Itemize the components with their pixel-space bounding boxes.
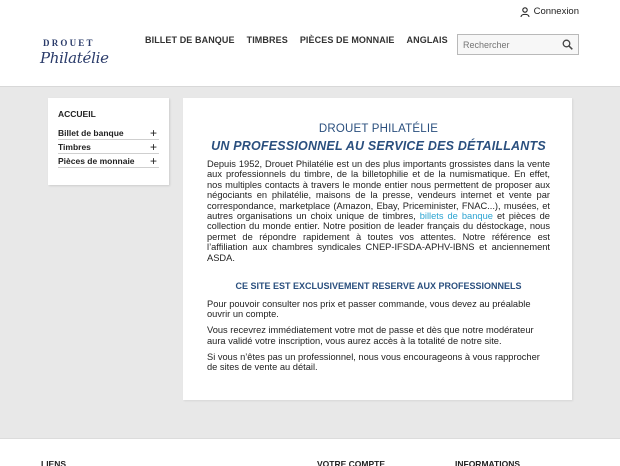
header	[0, 22, 620, 86]
search-icon[interactable]	[562, 39, 573, 50]
expand-plus-icon[interactable]: +	[149, 125, 157, 140]
billets-de-banque-link[interactable]: billets de banque	[419, 211, 493, 222]
main-nav	[145, 35, 448, 45]
sidebar-item-pieces-de-monnaie[interactable]	[58, 154, 159, 168]
category-sidebar	[48, 98, 169, 185]
intro-text-end: et pièces de collection du monde entier. Notre position de leader français du déstockage, nous permet de répondre rapidement à toutes vos attentes. Notre référence est l’affiliation aux chambres syndicales CNEP-IFSDA-APHV-IBNS et anciennement ASDA.	[207, 211, 550, 263]
expand-plus-icon[interactable]: +	[149, 139, 157, 154]
account-paragraph: Pour pouvoir consulter nos prix et passer commande, vous devez au préalable ouvrir un compte.	[207, 299, 531, 320]
logo-line2: Philatélie	[40, 49, 109, 67]
login-label: Connexion	[533, 6, 579, 17]
login-link[interactable]	[520, 6, 579, 17]
footer	[0, 438, 620, 466]
nav-billet-de-banque[interactable]: BILLET DE BANQUE	[145, 35, 235, 45]
nav-pieces-de-monnaie[interactable]: PIÈCES DE MONNAIE	[299, 35, 395, 45]
intro-text-start: Depuis 1952, Drouet Philatélie est un des plus importants grossistes dans la vente aux professionnels du timbre, de la billetophilie et de la numismatique. En effet, nos multiples contacts à travers le monde entier nous permettent de proposer aux négociants en philatélie, maisons de la presse, vendeurs internet et vente par correspondance, marketplace (Amazon, Ebay, Priceminister, FNAC...), musées, et autres organisations un choix unique de timbres,	[207, 159, 550, 222]
sidebar-title[interactable]: ACCUEIL	[58, 109, 96, 119]
sidebar-item-label: Billet de banque	[58, 127, 124, 138]
nav-anglais[interactable]: ANGLAIS	[406, 35, 448, 45]
password-paragraph: Vous recevrez immédiatement votre mot de passe et dès que notre modérateur aura validé votre inscription, vous aurez accès à la totalité de notre site.	[207, 325, 534, 346]
footer-links-heading: LIENS	[41, 459, 67, 466]
sidebar-item-label: Timbres	[58, 141, 91, 152]
site-logo[interactable]	[40, 38, 114, 72]
professionals-heading: CE SITE EST EXCLUSIVEMENT RESERVE AUX PROFESSIONNELS	[235, 281, 522, 292]
search-input[interactable]	[458, 40, 558, 50]
top-bar	[0, 0, 620, 22]
sidebar-item-billet-de-banque[interactable]	[58, 126, 159, 140]
page-title: DROUET PHILATÉLIE	[318, 123, 439, 135]
nav-timbres[interactable]: TIMBRES	[246, 35, 288, 45]
sidebar-item-label: Pièces de monnaie	[58, 155, 135, 166]
main-content	[183, 98, 572, 400]
user-icon	[520, 7, 530, 17]
search-box	[457, 34, 579, 55]
footer-account-heading: VOTRE COMPTE	[317, 459, 386, 466]
retail-paragraph: Si vous n’êtes pas un professionnel, nous vous encourageons à vous rapprocher de sites de vente au détail.	[207, 351, 540, 373]
logo-line1: DROUET	[43, 38, 95, 48]
page-subtitle: UN PROFESSIONNEL AU SERVICE DES DÉTAILLANTS	[211, 139, 546, 153]
intro-paragraph	[207, 159, 550, 263]
expand-plus-icon[interactable]: +	[149, 153, 157, 168]
footer-info-heading: INFORMATIONS	[455, 459, 521, 466]
sidebar-item-timbres[interactable]	[58, 140, 159, 154]
